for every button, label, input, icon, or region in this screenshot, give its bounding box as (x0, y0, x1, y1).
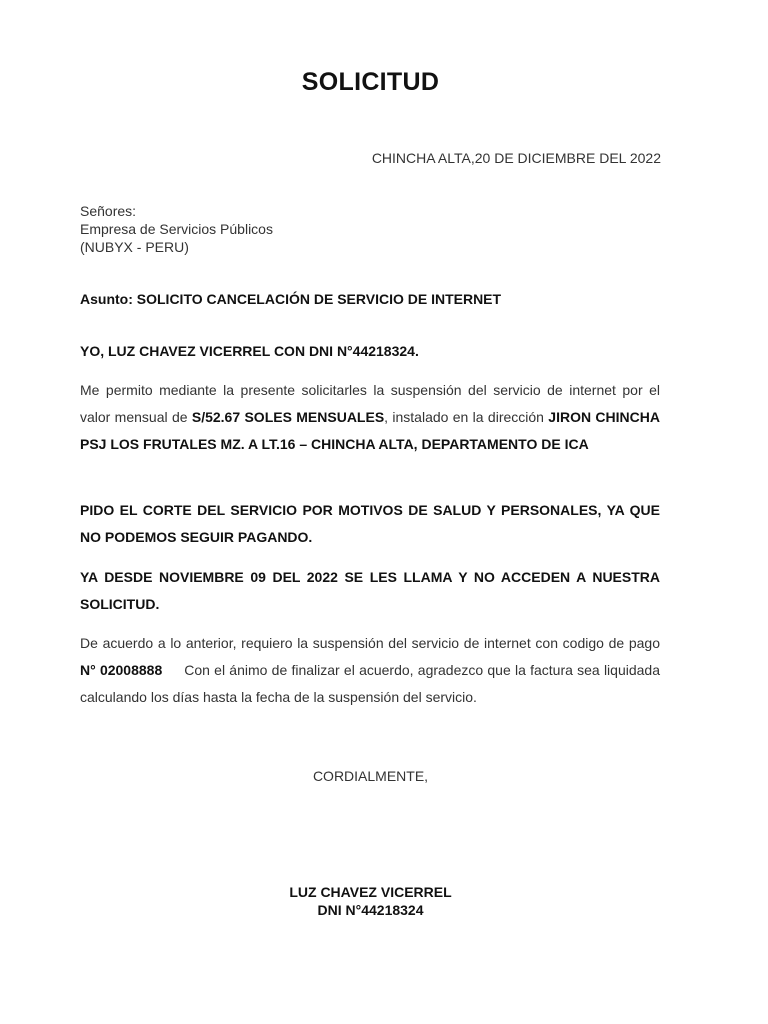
identity-line: YO, LUZ CHAVEZ VICERREL CON DNI N°44218324. (80, 343, 419, 359)
paragraph-request (80, 377, 660, 458)
payment-code-label: N° (80, 662, 96, 678)
paragraph-payment-code (80, 630, 660, 711)
recipient-company: Empresa de Servicios Públicos (80, 221, 273, 237)
paragraph-reason: PIDO EL CORTE DEL SERVICIO POR MOTIVOS DE SALUD Y PERSONALES, YA QUE NO PODEMOS SEGUIR PAGANDO. (80, 502, 660, 545)
signature-name: LUZ CHAVEZ VICERREL (289, 884, 452, 900)
date-line: CHINCHA ALTA,20 DE DICIEMBRE DEL 2022 (371, 150, 661, 166)
paragraph-request-part1: Me permito mediante la presente solicitarles la suspensión del servicio de internet por el valor mensual de (80, 382, 660, 425)
paragraph-request-part2: , instalado en la dirección (384, 409, 549, 425)
signature-dni: DNI N°44218324 (317, 902, 424, 918)
recipient-block (80, 202, 273, 256)
subject-label: Asunto: (80, 291, 133, 307)
payment-code: 02008888 (99, 662, 163, 678)
recipient-salutation: Señores: (80, 203, 137, 219)
paragraph-code-part2: Con el ánimo de finalizar el acuerdo, agradezco que la factura sea liquidada calculando los días hasta la fecha de la suspensión del servicio. (80, 662, 660, 705)
document-title: SOLICITUD (301, 68, 440, 96)
subject-line (80, 291, 501, 307)
closing-line: CORDIALMENTE, (312, 768, 429, 784)
recipient-company-name: (NUBYX - PERU) (80, 239, 189, 255)
paragraph-history: YA DESDE NOVIEMBRE 09 DEL 2022 SE LES LLAMA Y NO ACCEDEN A NUESTRA SOLICITUD. (80, 569, 660, 612)
paragraph-code-part1: De acuerdo a lo anterior, requiero la suspensión del servicio de internet con codigo de pago (80, 635, 660, 651)
subject-text: SOLICITO CANCELACIÓN DE SERVICIO DE INTERNET (136, 291, 502, 307)
signature-block (0, 883, 741, 919)
service-address: JIRON CHINCHA PSJ LOS FRUTALES MZ. A LT.16 – CHINCHA ALTA, DEPARTAMENTO DE ICA (80, 409, 660, 452)
monthly-amount: S/52.67 SOLES MENSUALES (191, 409, 385, 425)
